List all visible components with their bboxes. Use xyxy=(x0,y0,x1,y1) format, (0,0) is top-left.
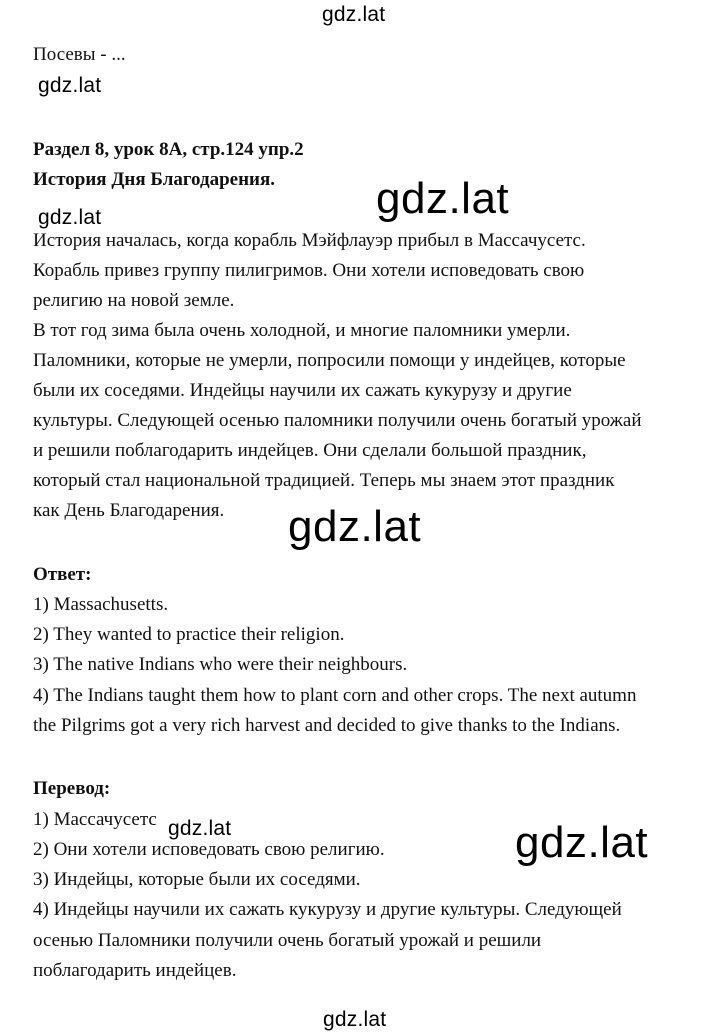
answer-line: 3) The native Indians who were their neighbours. xyxy=(33,654,408,675)
watermark-top: gdz.lat xyxy=(322,3,386,26)
watermark-big-1: gdz.lat xyxy=(376,174,510,223)
watermark-big-3: gdz.lat xyxy=(515,818,649,867)
answer-line: 4) The Indians taught them how to plant corn and other crops. The next autumn xyxy=(33,685,637,706)
watermark-left-1: gdz.lat xyxy=(38,74,102,97)
answer-line: 2) They wanted to practice their religion. xyxy=(33,624,345,645)
watermark-big-2: gdz.lat xyxy=(288,502,422,551)
top-note: Посевы - ... xyxy=(33,44,126,65)
translation-label: Перевод: xyxy=(33,778,111,799)
story-line: который стал национальной традицией. Теперь мы знаем этот праздник xyxy=(33,470,615,491)
story-line: религию на новой земле. xyxy=(33,290,235,311)
translation-line: поблагодарить индейцев. xyxy=(33,960,237,981)
watermark-left-2: gdz.lat xyxy=(38,206,102,229)
story-line: были их соседями. Индейцы научили их сажать кукурузу и другие xyxy=(33,380,572,401)
story-title: История Дня Благодарения. xyxy=(33,169,275,190)
translation-line: 4) Индейцы научили их сажать кукурузу и другие культуры. Следующей xyxy=(33,899,622,920)
story-line: как День Благодарения. xyxy=(33,500,225,521)
translation-line: 3) Индейцы, которые были их соседями. xyxy=(33,869,361,890)
watermark-mid: gdz.lat xyxy=(168,817,232,840)
story-line: Паломники, которые не умерли, попросили помощи у индейцев, которые xyxy=(33,350,626,371)
section-heading: Раздел 8, урок 8А, стр.124 упр.2 xyxy=(33,139,304,160)
story-line: Корабль привез группу пилигримов. Они хотели исповедовать свою xyxy=(33,260,585,281)
answer-line: the Pilgrims got a very rich harvest and decided to give thanks to the Indians. xyxy=(33,715,621,736)
translation-line: 2) Они хотели исповедовать свою религию. xyxy=(33,839,385,860)
story-line: История началась, когда корабль Мэйфлауэр прибыл в Массачусетс. xyxy=(33,230,586,251)
translation-line: осенью Паломники получили очень богатый урожай и решили xyxy=(33,930,542,951)
answer-line: 1) Massachusetts. xyxy=(33,594,169,615)
answer-label: Ответ: xyxy=(33,564,92,585)
story-line: и решили поблагодарить индейцев. Они сделали большой праздник, xyxy=(33,440,587,461)
watermark-bottom: gdz.lat xyxy=(323,1008,387,1031)
translation-line: 1) Массачусетс xyxy=(33,809,157,830)
story-line: культуры. Следующей осенью паломники получили очень богатый урожай xyxy=(33,410,642,431)
story-line: В тот год зима была очень холодной, и многие паломники умерли. xyxy=(33,320,571,341)
